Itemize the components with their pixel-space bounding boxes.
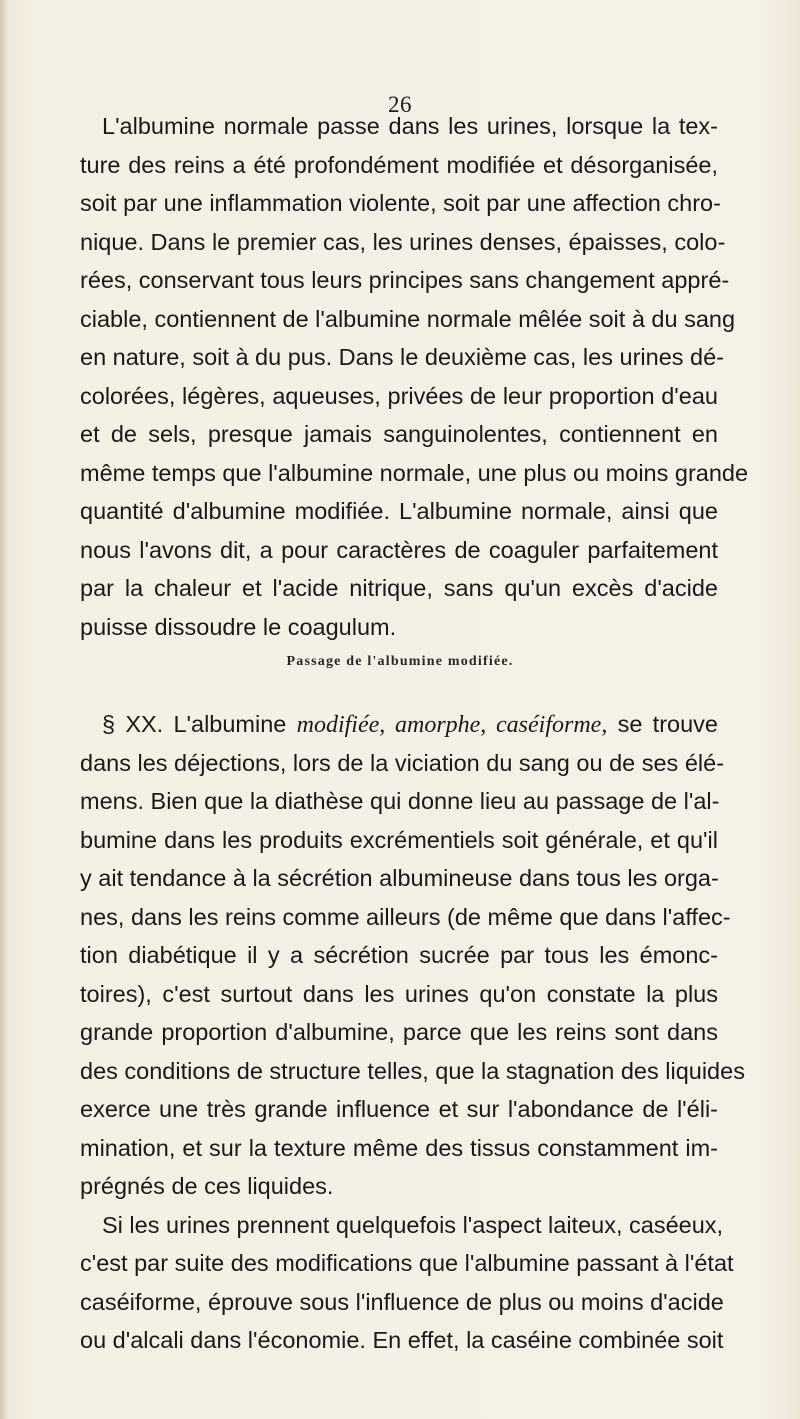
- text-line: grande proportion d'albumine, parce que les reins sont dans: [80, 1019, 718, 1045]
- text-line: en nature, soit à du pus. Dans le deuxième cas, les urines dé-: [80, 344, 725, 370]
- text-line: [80, 705, 718, 744]
- text-line: ou d'alcali dans l'économie. En effet, la caséine combinée soit: [80, 1327, 724, 1353]
- text-line: colorées, légères, aqueuses, privées de leur proportion d'eau: [80, 382, 718, 409]
- text-line: nique. Dans le premier cas, les urines denses, épaisses, colo-: [80, 228, 726, 255]
- text-line: soit par une inflammation violente, soit par une affection chro-: [80, 190, 721, 216]
- text-line: bumine dans les produits excrémentiels soit générale, et qu'il: [80, 826, 718, 853]
- text-line: caséiforme, éprouve sous l'influence de plus ou moins d'acide: [80, 1288, 724, 1315]
- text-line: c'est par suite des modifications que l'albumine passant à l'état: [80, 1250, 734, 1276]
- text-line: L'albumine normale passe dans les urines, lorsque la tex-: [102, 113, 718, 139]
- page-number: 26: [388, 92, 412, 117]
- page-gutter-shadow: [0, 0, 8, 1419]
- text-line: y ait tendance à la sécrétion albumineuse dans tous les orga-: [80, 865, 719, 891]
- text-line: et de sels, presque jamais sanguinolentes, contiennent en: [80, 421, 718, 447]
- text-line: dans les déjections, lors de la viciation du sang ou de ses élé-: [80, 749, 725, 776]
- text-line: même temps que l'albumine normale, une plus ou moins grande: [80, 459, 749, 486]
- text-line: prégnés de ces liquides.: [80, 1173, 334, 1199]
- text-line: des conditions de structure telles, que la stagnation des liquides: [80, 1057, 745, 1084]
- text-line: mens. Bien que la diathèse qui donne lieu au passage de l'al-: [80, 788, 720, 814]
- paragraph-2: [80, 705, 745, 1360]
- text-line: exerce une très grande influence et sur l'abondance de l'éli-: [80, 1096, 718, 1122]
- text-line: toires), c'est surtout dans les urines qu'on constate la plus: [80, 980, 718, 1007]
- text-line: ture des reins a été profondément modifiée et désorganisée,: [80, 151, 718, 178]
- text-line: quantité d'albumine modifiée. L'albumine normale, ainsi que: [80, 498, 718, 524]
- text-line: ciable, contiennent de l'albumine normale mêlée soit à du sang: [80, 305, 736, 332]
- italic-text: modifiée, amorphe, caséiforme,: [296, 712, 608, 738]
- line-end-text: se trouve: [607, 711, 718, 737]
- text-line: rées, conservant tous leurs principes sans changement appré-: [80, 267, 730, 293]
- section-marker-text: § XX. L'albumine: [102, 711, 297, 737]
- text-line: nous l'avons dit, a pour caractères de coaguler parfaitement: [80, 536, 718, 563]
- section-heading: Passage de l'albumine modifiée.: [286, 654, 514, 669]
- text-line: mination, et sur la texture même des tissus constamment im-: [80, 1134, 718, 1161]
- paragraph-1: [80, 107, 749, 646]
- text-line: nes, dans les reins comme ailleurs (de même que dans l'affec-: [80, 903, 731, 930]
- text-line: puisse dissoudre le coagulum.: [80, 613, 397, 640]
- text-line: Si les urines prennent quelquefois l'aspect laiteux, caséeux,: [102, 1211, 724, 1238]
- text-line: tion diabétique il y a sécrétion sucrée par tous les émonc-: [80, 942, 718, 968]
- text-line: par la chaleur et l'acide nitrique, sans qu'un excès d'acide: [80, 575, 718, 601]
